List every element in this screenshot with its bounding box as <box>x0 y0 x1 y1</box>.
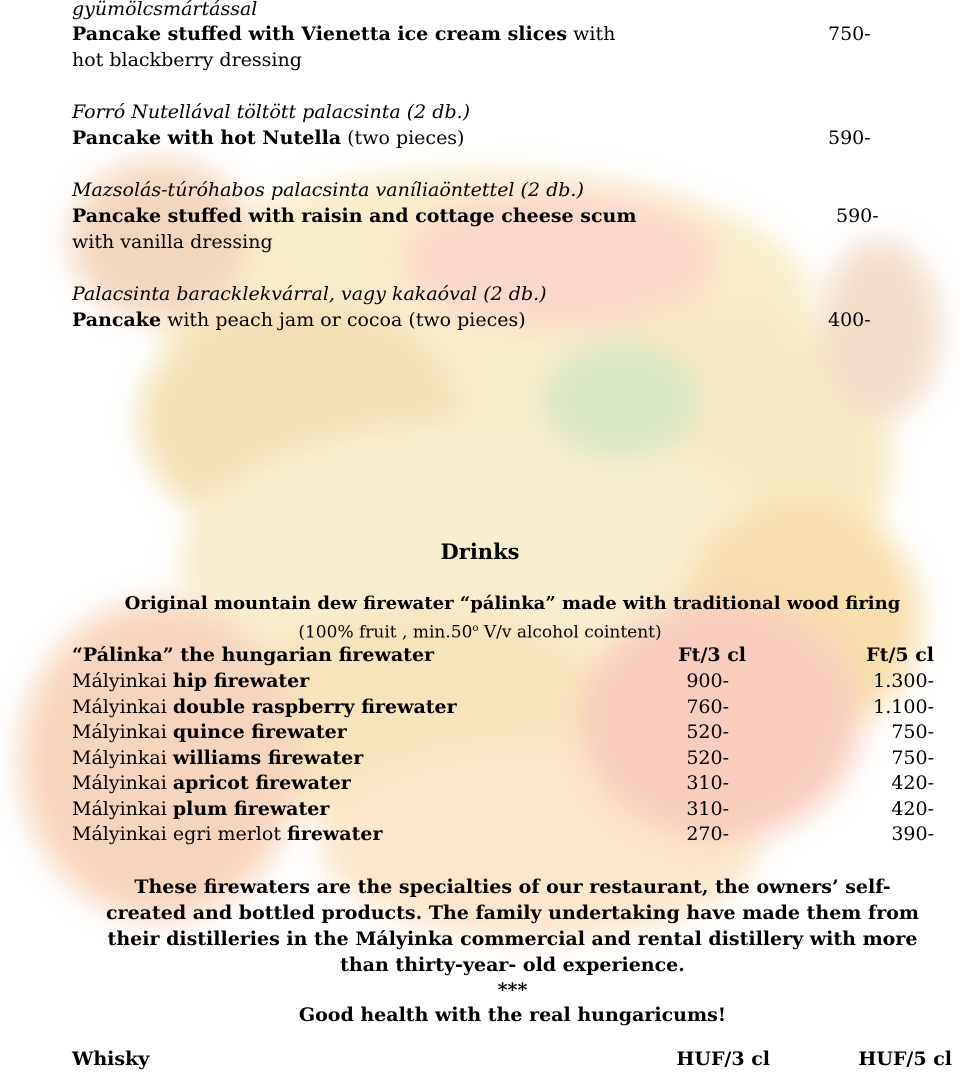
dessert-3-english-bold: Pancake <box>72 309 162 331</box>
dessert-3-hungarian-name: Palacsinta baracklekvárral, vagy kakaóval (2 db.) <box>72 283 547 305</box>
firewater-header-name: “Pálinka” the hungarian firewater <box>72 644 435 666</box>
firewater-name <box>72 823 382 845</box>
dessert-1-english-rest: (two pieces) <box>341 127 465 149</box>
firewater-variety: firewater <box>287 823 383 845</box>
firewater-price-5cl: 750- <box>891 746 934 769</box>
dessert-0-hungarian-name: gyümölcsmártással <box>72 0 258 20</box>
firewater-row <box>72 720 934 744</box>
dessert-1-price: 590- <box>828 127 871 149</box>
dessert-2-price: 590- <box>836 205 879 227</box>
firewater-header-3cl: Ft/3 cl <box>678 644 746 666</box>
firewater-price-3cl: 520- <box>686 721 729 743</box>
dessert-0-english-line2: hot blackberry dressing <box>72 49 302 71</box>
firewater-price-3cl: 270- <box>686 823 729 845</box>
dessert-1-hungarian-name: Forró Nutellával töltött palacsinta (2 db.) <box>72 101 471 123</box>
dessert-3-english-rest: with peach jam or cocoa (two pieces) <box>161 309 526 331</box>
firewater-prefix: Mályinkai <box>72 746 173 769</box>
firewater-price-5cl: 750- <box>891 721 934 743</box>
dessert-1-english-bold: Pancake with hot Nutella <box>72 127 342 149</box>
cheers-line: Good health with the real hungaricums! <box>298 1004 727 1026</box>
firewater-row <box>72 669 934 693</box>
alcohol-note-pre: (100% fruit , min.50 <box>298 622 473 643</box>
firewater-row <box>72 822 934 846</box>
dessert-0-english-rest: with <box>567 23 616 45</box>
firewater-price-3cl: 900- <box>686 670 729 692</box>
dessert-2-english-name: Pancake stuffed with raisin and cottage cheese scum <box>72 205 637 227</box>
firewater-row <box>72 746 934 770</box>
firewater-prefix: Mályinkai <box>72 772 173 794</box>
degree-superscript: o <box>472 623 479 634</box>
dessert-3-price: 400- <box>828 309 871 331</box>
firewater-variety: apricot firewater <box>172 772 351 794</box>
firewater-price-5cl: 1.100- <box>873 695 934 718</box>
firewater-price-5cl: 1.300- <box>873 670 934 692</box>
whisky-header-5cl: HUF/5 cl <box>858 1048 952 1070</box>
firewater-name <box>72 772 351 794</box>
dessert-0-price: 750- <box>828 23 871 45</box>
firewater-row <box>72 771 934 795</box>
firewater-prefix: Mályinkai <box>72 670 173 692</box>
specialty-note-line-3: their distilleries in the Mályinka commercial and rental distillery with more <box>107 928 918 950</box>
specialty-note-line-1: These firewaters are the specialties of our restaurant, the owners’ self- <box>134 876 891 898</box>
firewater-prefix: Mályinkai <box>72 695 173 718</box>
firewater-prefix: Mályinkai <box>72 721 173 743</box>
firewater-variety: plum firewater <box>172 797 330 820</box>
separator-stars: *** <box>497 979 528 1001</box>
whisky-label: Whisky <box>72 1048 150 1070</box>
dessert-2-english-line2: with vanilla dressing <box>72 231 273 253</box>
firewater-price-5cl: 390- <box>891 823 934 845</box>
firewater-price-3cl: 310- <box>686 772 729 794</box>
dessert-0-english-name <box>72 22 615 46</box>
firewater-row <box>72 695 934 719</box>
dessert-3-english-name <box>72 308 526 332</box>
drinks-subtitle: Original mountain dew firewater “pálinka” made with traditional wood firing <box>124 593 901 614</box>
firewater-variety: hip firewater <box>172 670 310 692</box>
firewater-price-3cl: 310- <box>686 797 729 820</box>
specialty-note-line-4: than thirty-year- old experience. <box>340 954 685 976</box>
dessert-1-english-name <box>72 126 464 150</box>
drinks-heading: Drinks <box>440 539 520 564</box>
firewater-row <box>72 797 934 821</box>
firewater-prefix: Mályinkai egri merlot <box>72 823 288 845</box>
dessert-2-hungarian-name: Mazsolás-túróhabos palacsinta vaníliaöntettel (2 db.) <box>72 179 584 201</box>
firewater-prefix: Mályinkai <box>72 797 173 820</box>
firewater-variety: quince firewater <box>172 721 347 743</box>
firewater-variety: double raspberry firewater <box>172 695 457 718</box>
firewater-price-5cl: 420- <box>891 797 934 820</box>
firewater-name <box>72 747 363 769</box>
firewater-price-3cl: 520- <box>686 746 729 769</box>
firewater-price-5cl: 420- <box>891 772 934 794</box>
firewater-header-5cl: Ft/5 cl <box>866 644 934 666</box>
dessert-0-english-bold: Pancake stuffed with Vienetta ice cream slices <box>72 23 568 45</box>
whisky-header-3cl: HUF/3 cl <box>676 1048 770 1070</box>
firewater-name <box>72 696 457 718</box>
firewater-variety: williams firewater <box>172 746 364 769</box>
specialty-note-line-2: created and bottled products. The family undertaking have made them from <box>106 902 919 924</box>
whisky-header <box>72 1047 952 1071</box>
drinks-subtitle-line2 <box>0 617 960 645</box>
firewater-name <box>72 798 329 820</box>
alcohol-note-post: V/v alcohol cointent) <box>478 622 662 643</box>
firewater-price-3cl: 760- <box>686 695 729 718</box>
firewater-table-header <box>72 643 934 667</box>
firewater-name <box>72 670 309 692</box>
firewater-name <box>72 721 347 743</box>
